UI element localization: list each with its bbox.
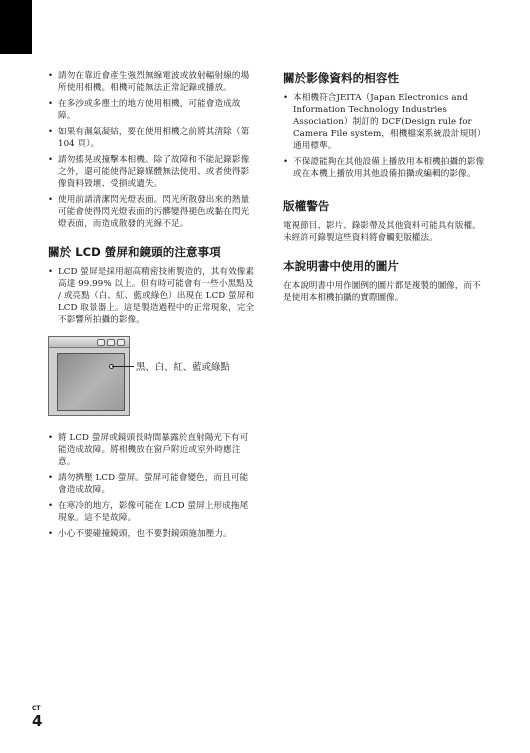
pictures-section-title: 本說明書中使用的圖片 <box>283 259 399 273</box>
list-item: • 在多沙或多塵土的地方使用相機，可能會造成故障。 <box>48 98 256 122</box>
list-item: • 將 LCD 螢屏或鏡頭長時間暴露於直射陽光下有可能造成故障。將相機放在窗戶附近或室外時應注意。 <box>48 432 256 468</box>
copyright-text: 電視節目、影片、錄影帶及其他資料可能具有版權。未經許可錄製這些資料將會觸犯版權法。 <box>283 221 481 243</box>
left-column <box>48 70 256 544</box>
pictures-text: 在本說明書中用作圖例的圖片都是複製的圖像，而不是使用本相機拍攝的實際圖像。 <box>283 281 481 303</box>
list-item: • 使用前請清潔閃光燈表面。閃光所散發出來的熱量可能會使得閃光燈表面的污髒變得褪色或黏在閃光燈表面，而造成散發的光線不足。 <box>48 194 256 230</box>
copyright-section-title: 版權警告 <box>283 199 330 213</box>
list-item: • 請勿在靠近會產生強烈無線電波或放射輻射線的場所使用相機。相機可能無法正常記錄或播放。 <box>48 70 256 94</box>
compat-list <box>283 92 488 180</box>
right-column <box>283 70 488 304</box>
list-item: • 小心不要碰撞鏡頭，也不要對鏡頭施加壓力。 <box>48 528 256 540</box>
callout-line <box>112 366 134 367</box>
list-item: • 本相機符合JEITA（Japan Electronics and Information Technology Industries Association）制訂的 DCF(Design rule for Camera File system，相機檔案系統設計規則）通用標準。 <box>283 92 488 152</box>
list-item: • 請勿搖晃或撞擊本相機。除了故障和不能記錄影像之外，還可能使得記錄媒體無法使用、或者使得影像資料毀壞、受損或遺失。 <box>48 154 256 190</box>
lcd-screen-figure <box>48 336 278 426</box>
lcd-section-title: 關於 LCD 螢屏和鏡頭的注意事項 <box>48 245 221 259</box>
figure-callout-label: 黑、白、紅、藍或綠點 <box>136 362 230 373</box>
list-item: • 如果有濕氣凝結，要在使用相機之前將其清除（第 104 頁）。 <box>48 126 256 150</box>
lcd-cautions-list <box>48 432 256 540</box>
list-item: • 在寒冷的地方，影像可能在 LCD 螢屏上形成拖尾現象。這不是故障。 <box>48 500 256 524</box>
camera-top-edge <box>49 337 129 348</box>
camera-lcd-illustration <box>48 336 130 416</box>
list-item: • LCD 螢屏是採用超高精密技術製造的，其有效像素高達 99.99% 以上。但有時可能會有一些小黑點及 / 或亮點（白、紅、藍或綠色）出現在 LCD 螢屏和 LCD 取景器上。這是製造過程中的正常現象，完全不影響所拍攝的影像。 <box>48 266 256 326</box>
compat-section-title: 關於影像資料的相容性 <box>283 71 399 85</box>
page-footer <box>32 705 42 729</box>
language-code: CT <box>32 705 41 712</box>
list-item: • 不保證能夠在其他設備上播放用本相機拍攝的影像或在本機上播放用其他設備拍攝或編輯的影像。 <box>283 156 488 180</box>
page-number: 4 <box>32 712 43 730</box>
page-corner-tab <box>0 0 32 54</box>
list-item: • 請勿擠壓 LCD 螢屏。螢屏可能會變色，而且可能會造成故障。 <box>48 472 256 496</box>
lcd-notes-list <box>48 266 256 326</box>
lcd-screen <box>57 353 125 411</box>
precautions-list <box>48 70 256 230</box>
